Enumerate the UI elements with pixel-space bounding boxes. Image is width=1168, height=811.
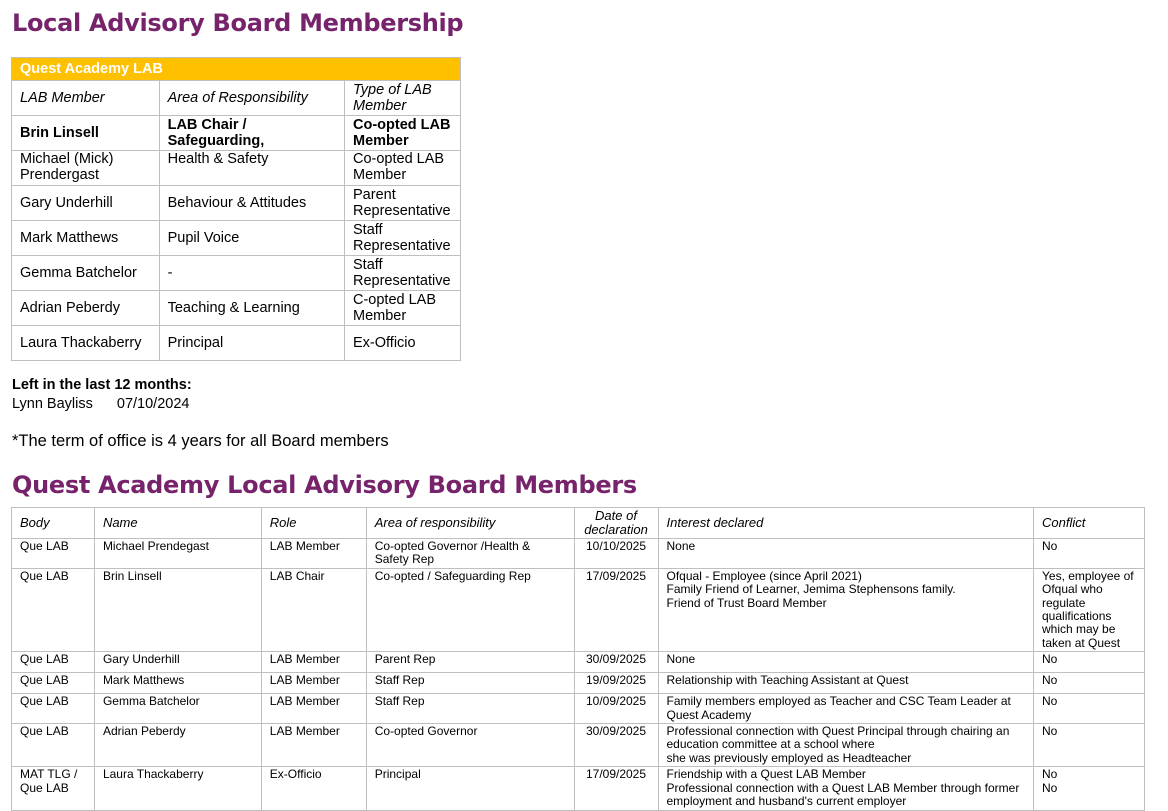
cell-conflict: Yes, employee of Ofqual who regulate qualifications which may be taken at Quest xyxy=(1034,568,1145,651)
cell-interest: Relationship with Teaching Assistant at Quest xyxy=(658,673,1034,694)
cell-name: Adrian Peberdy xyxy=(94,724,261,767)
column-header: Interest declared xyxy=(658,508,1034,539)
cell-date: 10/09/2025 xyxy=(574,694,658,724)
cell-role: LAB Chair xyxy=(261,568,366,651)
cell-date: 10/10/2025 xyxy=(574,539,658,569)
cell-conflict: No xyxy=(1034,652,1145,673)
member-area: Principal xyxy=(159,326,344,361)
column-header: Date of declaration xyxy=(574,508,658,539)
page-title: Local Advisory Board Membership xyxy=(12,9,464,37)
cell-interest: Family members employed as Teacher and CSC Team Leader at Quest Academy xyxy=(658,694,1034,724)
cell-role: Ex-Officio xyxy=(261,767,366,810)
member-area: - xyxy=(159,256,344,291)
member-type: C-opted LAB Member xyxy=(345,291,461,326)
cell-body: Que LAB xyxy=(12,568,95,651)
column-header: Name xyxy=(94,508,261,539)
column-header: LAB Member xyxy=(12,81,160,116)
cell-conflict: No xyxy=(1034,724,1145,767)
cell-area: Principal xyxy=(366,767,574,810)
cell-area: Staff Rep xyxy=(366,673,574,694)
left-member-date: 07/10/2024 xyxy=(116,396,190,412)
cell-name: Michael Prendegast xyxy=(94,539,261,569)
cell-interest: None xyxy=(658,652,1034,673)
cell-body: MAT TLG / Que LAB xyxy=(12,767,95,810)
cell-body: Que LAB xyxy=(12,652,95,673)
cell-body: Que LAB xyxy=(12,724,95,767)
cell-area: Parent Rep xyxy=(366,652,574,673)
lab-membership-table xyxy=(11,57,461,361)
member-area: Teaching & Learning xyxy=(159,291,344,326)
cell-role: LAB Member xyxy=(261,539,366,569)
member-type: Parent Representative xyxy=(345,186,461,221)
table-row xyxy=(12,694,1145,724)
cell-date: 17/09/2025 xyxy=(574,767,658,810)
cell-name: Gary Underhill xyxy=(94,652,261,673)
cell-conflict: No xyxy=(1034,694,1145,724)
table-row xyxy=(12,767,1145,810)
member-type: Staff Representative xyxy=(345,256,461,291)
member-type: Staff Representative xyxy=(345,221,461,256)
column-header: Area of responsibility xyxy=(366,508,574,539)
table-row xyxy=(12,539,1145,569)
cell-area: Staff Rep xyxy=(366,694,574,724)
section-title: Quest Academy Local Advisory Board Members xyxy=(12,471,637,499)
cell-date: 19/09/2025 xyxy=(574,673,658,694)
cell-area: Co-opted Governor xyxy=(366,724,574,767)
cell-name: Brin Linsell xyxy=(94,568,261,651)
member-name: Gary Underhill xyxy=(12,186,160,221)
table-row xyxy=(12,652,1145,673)
member-area: Behaviour & Attitudes xyxy=(159,186,344,221)
members-interest-table xyxy=(11,507,1145,811)
column-header: Role xyxy=(261,508,366,539)
cell-name: Laura Thackaberry xyxy=(94,767,261,810)
left-members-title: Left in the last 12 months: xyxy=(12,377,192,393)
member-area: Health & Safety xyxy=(159,151,344,186)
member-name: Gemma Batchelor xyxy=(12,256,160,291)
cell-interest: Friendship with a Quest LAB Member Professional connection with a Quest LAB Member through former employment and husband's current employer xyxy=(658,767,1034,810)
cell-body: Que LAB xyxy=(12,694,95,724)
cell-interest: Ofqual - Employee (since April 2021) Family Friend of Learner, Jemima Stephensons family. Friend of Trust Board Member xyxy=(658,568,1034,651)
member-name: Michael (Mick) Prendergast xyxy=(12,151,160,186)
term-note: *The term of office is 4 years for all Board members xyxy=(12,432,389,450)
cell-area: Co-opted Governor /Health & Safety Rep xyxy=(366,539,574,569)
member-type: Co-opted LAB Member xyxy=(345,116,461,151)
column-header: Type of LAB Member xyxy=(345,81,461,116)
member-name: Mark Matthews xyxy=(12,221,160,256)
table-band-title: Quest Academy LAB xyxy=(12,58,461,81)
cell-conflict: No No xyxy=(1034,767,1145,810)
cell-name: Gemma Batchelor xyxy=(94,694,261,724)
left-member-row xyxy=(12,396,189,412)
cell-name: Mark Matthews xyxy=(94,673,261,694)
cell-role: LAB Member xyxy=(261,652,366,673)
column-header: Body xyxy=(12,508,95,539)
column-header: Area of Responsibility xyxy=(159,81,344,116)
cell-role: LAB Member xyxy=(261,724,366,767)
member-name: Brin Linsell xyxy=(12,116,160,151)
cell-body: Que LAB xyxy=(12,673,95,694)
cell-interest: Professional connection with Quest Principal through chairing an education committee at a school where she was previously employed as Headteacher xyxy=(658,724,1034,767)
cell-date: 17/09/2025 xyxy=(574,568,658,651)
member-area: LAB Chair / Safeguarding, xyxy=(159,116,344,151)
table-row xyxy=(12,568,1145,651)
cell-role: LAB Member xyxy=(261,673,366,694)
cell-area: Co-opted / Safeguarding Rep xyxy=(366,568,574,651)
member-name: Laura Thackaberry xyxy=(12,326,160,361)
cell-body: Que LAB xyxy=(12,539,95,569)
table-row xyxy=(12,673,1145,694)
cell-date: 30/09/2025 xyxy=(574,652,658,673)
table-row xyxy=(12,724,1145,767)
column-header: Conflict xyxy=(1034,508,1145,539)
member-type: Ex-Officio xyxy=(345,326,461,361)
cell-conflict: No xyxy=(1034,673,1145,694)
member-name: Adrian Peberdy xyxy=(12,291,160,326)
member-type: Co-opted LAB Member xyxy=(345,151,461,186)
cell-role: LAB Member xyxy=(261,694,366,724)
left-member-name: Lynn Bayliss xyxy=(12,396,93,412)
member-area: Pupil Voice xyxy=(159,221,344,256)
cell-date: 30/09/2025 xyxy=(574,724,658,767)
cell-interest: None xyxy=(658,539,1034,569)
cell-conflict: No xyxy=(1034,539,1145,569)
